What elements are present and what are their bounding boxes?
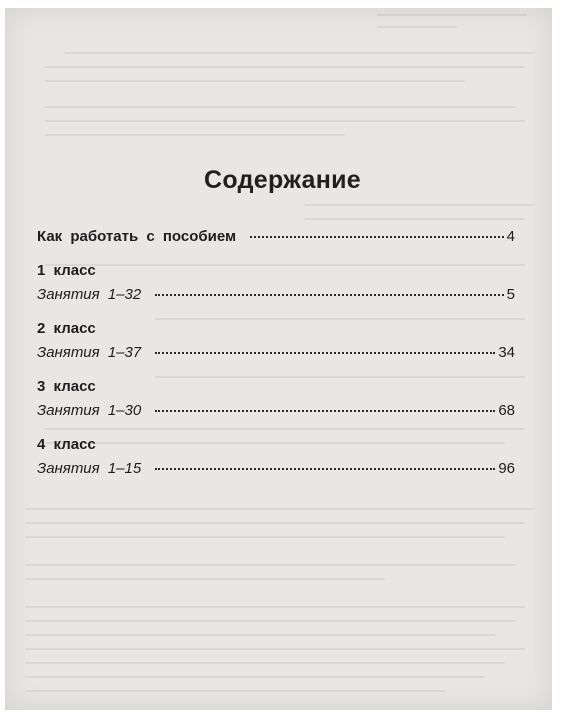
- bleed-through-line: [45, 442, 505, 444]
- grade-heading: 4 класс: [37, 436, 96, 453]
- toc-entry-grade-1[interactable]: [37, 286, 515, 303]
- dot-leader: [155, 352, 495, 354]
- bleed-through-line: [45, 428, 525, 430]
- bleed-through-line: [25, 606, 525, 608]
- bleed-through-line: [65, 52, 535, 54]
- page-title: Содержание: [203, 166, 362, 194]
- bleed-through-line: [25, 508, 535, 510]
- dot-leader: [155, 294, 503, 296]
- bleed-through-line: [25, 690, 445, 692]
- toc-entry-label: Занятия 1–32: [37, 286, 142, 303]
- toc-page-number: 4: [506, 228, 515, 245]
- grade-heading: 2 класс: [37, 320, 96, 337]
- bleed-through-line: [305, 204, 535, 206]
- dot-leader: [155, 410, 495, 412]
- bleed-through-line: [155, 376, 525, 378]
- toc-entry-grade-2[interactable]: [37, 344, 515, 361]
- bleed-through-line: [25, 676, 485, 678]
- bleed-through-line: [45, 80, 465, 82]
- toc-page-number: 34: [498, 344, 515, 361]
- bleed-through-line: [25, 634, 495, 636]
- toc-entry-grade-3[interactable]: [37, 402, 515, 419]
- dot-leader: [250, 236, 504, 238]
- toc-page-number: 5: [506, 286, 515, 303]
- bleed-through-line: [155, 318, 525, 320]
- bleed-through-line: [377, 14, 527, 16]
- toc-page-number: 68: [498, 402, 515, 419]
- bleed-through-line: [45, 134, 345, 136]
- toc-entry-label: Занятия 1–37: [37, 344, 142, 361]
- toc-entry-label: Занятия 1–30: [37, 402, 142, 419]
- grade-heading: 1 класс: [37, 262, 96, 279]
- bleed-through-line: [25, 620, 515, 622]
- bleed-through-line: [45, 66, 525, 68]
- toc-entry-grade-4[interactable]: [37, 460, 515, 477]
- toc-page-number: 96: [498, 460, 515, 477]
- bleed-through-line: [45, 264, 525, 266]
- grade-heading: 3 класс: [37, 378, 96, 395]
- bleed-through-line: [25, 648, 525, 650]
- bleed-through-line: [25, 564, 515, 566]
- toc-entry-label: Занятия 1–15: [37, 460, 142, 477]
- bleed-through-line: [377, 26, 457, 28]
- bleed-through-line: [25, 522, 525, 524]
- bleed-through-line: [25, 662, 505, 664]
- bleed-through-line: [45, 120, 525, 122]
- bleed-through-line: [25, 578, 385, 580]
- dot-leader: [155, 468, 495, 470]
- bleed-through-line: [45, 106, 515, 108]
- bleed-through-line: [305, 218, 525, 220]
- toc-entry-label: Как работать с пособием: [37, 228, 237, 245]
- bleed-through-line: [25, 536, 505, 538]
- toc-entry-intro[interactable]: [37, 228, 515, 245]
